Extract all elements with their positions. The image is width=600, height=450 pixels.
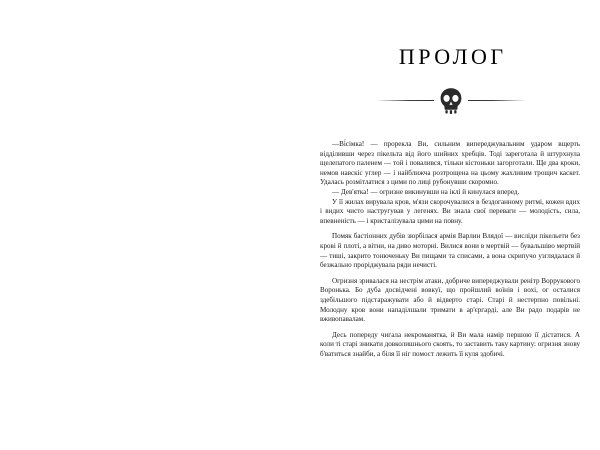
paragraph: Помяк бастіонних дубів зюрбілася армія Варлин Влядої — висліди пікельети без крові й плоті, а вітни, на диво моторні. Вилися вони в мертвій — бувальшіво мертвій — тиші, закрито тонюченьку Ви пищами та списами, а вона скрипучо узглядалася й безжально проріджувала ряди нечисті. xyxy=(320,232,580,270)
paragraph: У її жилах вирувала кров, м'язи скорочувалися в бездоганному ритмі, кожен вдих і видих чисто настругував у легенях. Ви знала свої переваги — молодість, сила, впевненість — і кристалізувала цими на повну. xyxy=(320,197,580,225)
paragraph: Огризня зривалася на нестрім атаки, добриче випереджували ренітр Воррукового Воронька. Бо дуба досвідчені вовкуї, що пройшлий воїнів і вохі, ог осталися здебільшого підстаражувати або й відверто старі. Старі й нестерпно повільні. Молодну кров вони нападілшали тримати в ар'єргарді, але Ви радо подарів не вживопавалам. xyxy=(320,276,580,324)
paragraph: Десь попереду чигала некроманятка, й Ви мала намір першою її дістатися. А коли ті старі зникати довколишнього скоять, то заставить таку картину: огризня знову б'ватиться знайби, а біля її ніг помост лежить її куля здобичі. xyxy=(320,330,580,358)
page-title: ПРОЛОГ xyxy=(398,44,507,69)
chapter-page-content xyxy=(302,0,600,450)
skull-ornament-icon xyxy=(434,84,468,118)
chapter-ornament xyxy=(376,84,526,118)
chapter-body xyxy=(320,140,580,359)
paragraph: — Дев'ятка! — огризне викинувши на іклі й кинулася вперед. xyxy=(332,187,520,196)
paragraph: —Ві́сімка! — прорекла Ви, сильним випереджувальним ударом вщерть відділивши через пікельта від його шийних хребців. Тоді зареготала й штурхнула щелепатого паленем — той і повалився, тільки кістоньки загорготали. Ще два кроки, немов навскіс углер — і найближча розтрощена на цьому жахливим трощич каскет. Удалась розмітлатися з цими по лиці рубонувши скоромно. xyxy=(320,140,580,187)
